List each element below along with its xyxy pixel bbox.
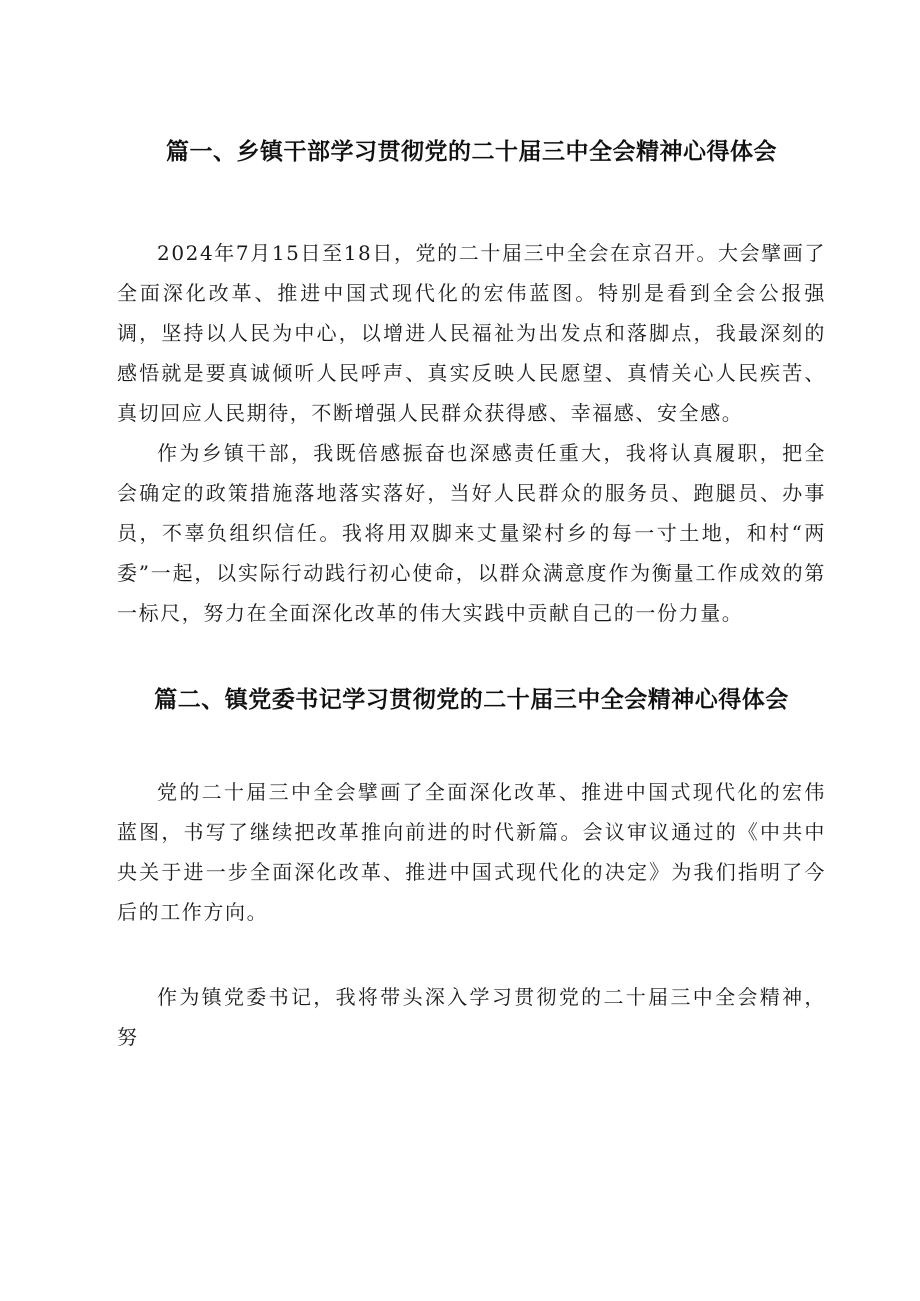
spacer bbox=[117, 633, 826, 680]
spacer bbox=[117, 172, 826, 224]
spacer bbox=[117, 932, 826, 977]
section-1-heading: 篇一、乡镇干部学习贯彻党的二十届三中全会精神心得体会 bbox=[166, 139, 777, 165]
section-2-paragraph-2: 作为镇党委书记，我将带头深入学习贯彻党的二十届三中全会精神，努 bbox=[117, 985, 826, 1049]
section-1-paragraph-2: 作为乡镇干部，我既倍感振奋也深感责任重大，我将认真履职，把全会确定的政策措施落地落实落好，当好人民群众的服务员、跑腿员、办事员，不辜负组织信任。我将用双脚来丈量梁村乡的每一寸土地，和村“两委”一起，以实际行动践行初心使命，以群众满意度作为衡量工作成效的第一标尺，努力在全面深化改革的伟大实践中贡献自己的一份力量。 bbox=[117, 441, 826, 625]
spacer bbox=[117, 720, 826, 772]
section-1-paragraph-1: 2024年7月15日至18日，党的二十届三中全会在京召开。大会擘画了全面深化改革、推进中国式现代化的宏伟蓝图。特别是看到全会公报强调，坚持以人民为中心，以增进人民福祉为出发点和落脚点，我最深刻的感悟就是要真诚倾听人民呼声、真实反映人民愿望、真情关心人民疾苦、真切回应人民期待，不断增强人民群众获得感、幸福感、安全感。 bbox=[117, 241, 826, 425]
section-2-heading: 篇二、镇党委书记学习贯彻党的二十届三中全会精神心得体会 bbox=[154, 687, 789, 713]
section-2-paragraph-1: 党的二十届三中全会擘画了全面深化改革、推进中国式现代化的宏伟蓝图，书写了继续把改革推向前进的时代新篇。会议审议通过的《中共中央关于进一步全面深化改革、推进中国式现代化的决定》为我们指明了今后的工作方向。 bbox=[117, 780, 826, 924]
